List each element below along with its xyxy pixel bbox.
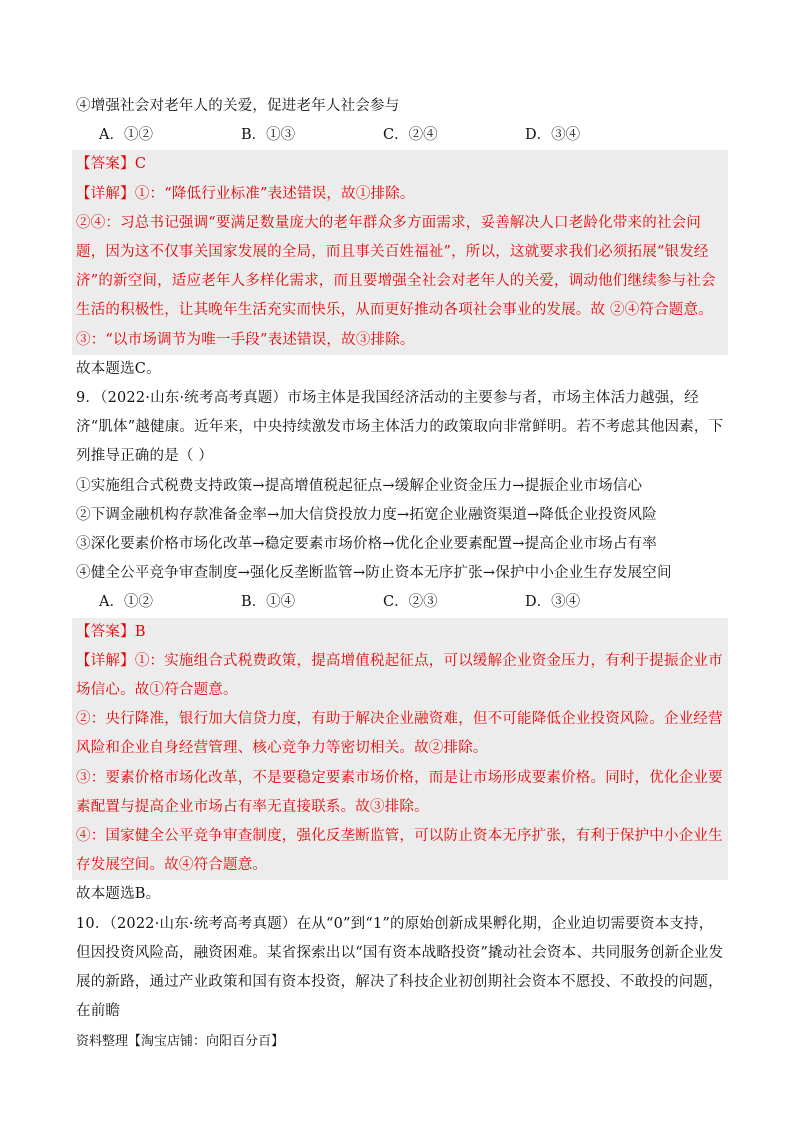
q9-answer bbox=[76, 618, 724, 647]
q9-detail-2: ②：央行降准，银行加大信贷力度，有助于解决企业融资难，但不可能降低企业投资风险。企业经营风险和企业自身经营管理、核心竞争力等密切相关。故②排除。 bbox=[76, 711, 723, 757]
q9-answer-box bbox=[72, 618, 728, 881]
answer-tag: 【答案】 bbox=[76, 623, 135, 640]
q9-item-1: ①实施组合式税费支持政策→提高增值税起征点→缓解企业资金压力→提振企业市场信心 bbox=[76, 477, 643, 494]
q8-detail-3: ③：“以市场调节为唯一手段”表述错误，故③排除。 bbox=[76, 331, 415, 348]
q8-option-b: B．①③ bbox=[241, 127, 296, 144]
detail-tag: 【详解】 bbox=[76, 185, 135, 202]
q8-detail-1: 【详解】①：“降低行业标准”表述错误，故①排除。 bbox=[76, 185, 415, 202]
q9-option-a: A．①② bbox=[99, 594, 153, 611]
q9-item-2: ②下调金融机构存款准备金率→加大信贷投放力度→拓宽企业融资渠道→降低企业投资风险 bbox=[76, 506, 657, 523]
page-footer: 资料整理【淘宝店铺：向阳百分百】 bbox=[76, 1034, 285, 1049]
q8-conclusion: 故本题选C。 bbox=[76, 360, 161, 377]
answer-value: B bbox=[134, 623, 146, 640]
q8-item-4: ④增强社会对老年人的关爱，促进老年人社会参与 bbox=[76, 98, 400, 114]
detail-tag: 【详解】 bbox=[76, 652, 135, 669]
q8-option-a: A．①② bbox=[99, 127, 153, 144]
q8-answer-box bbox=[72, 150, 728, 354]
q8-option-d: D．③④ bbox=[525, 127, 581, 144]
q9-item-4: ④健全公平竞争审查制度→强化反垄断监管→防止资本无序扩张→保护中小企业生存发展空间 bbox=[76, 565, 672, 582]
answer-tag: 【答案】 bbox=[76, 156, 135, 173]
q9-option-d: D．③④ bbox=[525, 594, 581, 611]
q9-detail-1: 【详解】①：实施组合式税费政策，提高增值税起征点，可以缓解企业资金压力，有利于提振企业市场信心。故①符合题意。 bbox=[76, 652, 723, 699]
q8-answer bbox=[76, 150, 724, 179]
document-page bbox=[76, 92, 724, 1027]
q8-option-c: C．②④ bbox=[383, 127, 438, 144]
q9-conclusion: 故本题选B。 bbox=[76, 886, 161, 903]
q9-item-3: ③深化要素价格市场化改革→稳定要素市场价格→优化企业要素配置→提高企业市场占有率 bbox=[76, 536, 657, 553]
q9-option-b: B．①④ bbox=[241, 594, 296, 611]
q9-detail-3: ③：要素价格市场化改革，不是要稳定要素市场价格，而是让市场形成要素价格。同时，优化企业要素配置与提高企业市场占有率无直接联系。故③排除。 bbox=[76, 769, 723, 815]
q8-detail-2: ②④：习总书记强调“要满足数量庞大的老年群众多方面需求，妥善解决人口老龄化带来的社会问题，因为这不仅事关国家发展的全局，而且事关百姓福祉”，所以，这就要求我们必须拓展“银发经济”的新空间，适应老年人多样化需求，而且要增强全社会对老年人的关爱，调动他们继续参与社会生活的积极性，让其晚年生活充实而快乐，从而更好推动各项社会事业的发展。故 ②④符合题意。 bbox=[76, 214, 716, 319]
q10-stem: 10．（2022·山东·统考高考真题）在从“0”到“1”的原始创新成果孵化期，企业迫切需要资本支持，但因投资风险高，融资困难。某省探索出以“国有资本战略投资”撬动社会资本、共同服务创新企业发展的新路，通过产业政策和国有资本投资，解决了科技企业初创期社会资本不愿投、不敢投的问题，在前瞻 bbox=[76, 915, 724, 1020]
answer-value: C bbox=[134, 156, 147, 173]
q8-options bbox=[76, 121, 724, 150]
q9-detail-4: ④：国家健全公平竞争审查制度，强化反垄断监管，可以防止资本无序扩张，有利于保护中小企业生存发展空间。故④符合题意。 bbox=[76, 828, 723, 874]
q9-option-c: C．②③ bbox=[383, 594, 438, 611]
q9-options bbox=[76, 588, 724, 617]
q9-stem: 9．（2022·山东·统考高考真题）市场主体是我国经济活动的主要参与者，市场主体活力越强，经济“肌体”越健康。近年来，中央持续激发市场主体活力的政策取向非常鲜明。若不考虑其他因素，下列推导正确的是（ ） bbox=[76, 390, 724, 465]
